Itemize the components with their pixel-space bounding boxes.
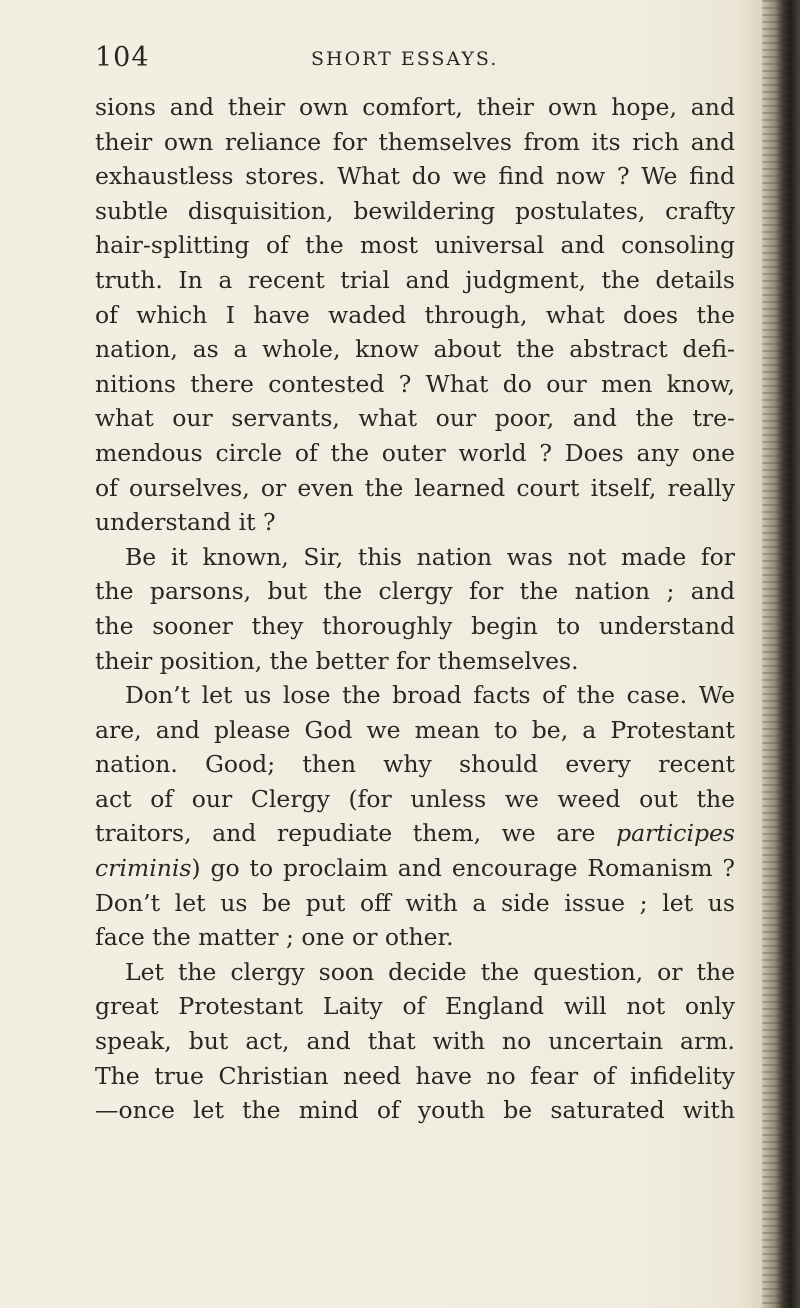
- essay-body: [95, 90, 735, 1128]
- text-line: nation. Good; then why should every recent: [95, 750, 735, 779]
- text-line: the sooner they thoroughly begin to understand: [95, 611, 735, 640]
- text-line-with-italic: [95, 816, 735, 851]
- page-number: 104: [95, 42, 150, 73]
- text-line: Let the clergy soon decide the question, or the: [125, 957, 735, 986]
- text-line: sions and their own comfort, their own hope, and: [95, 93, 735, 121]
- text-line: Don’t let us be put off with a side issue ; let us: [95, 888, 735, 917]
- text-line: Be it known, Sir, this nation was not made for: [125, 542, 735, 571]
- text-line: subtle disquisition, bewildering postulates, crafty: [95, 196, 735, 225]
- text-line-with-italic: [95, 851, 735, 886]
- text-line: truth. In a recent trial and judgment, the details: [95, 265, 735, 294]
- text-line: are, and please God we mean to be, a Protestant: [95, 715, 735, 744]
- text-line: nation, as a whole, know about the abstract defi-: [95, 335, 735, 364]
- text-line: great Protestant Laity of England will not only: [95, 992, 735, 1021]
- book-binding-edge: [762, 0, 800, 1308]
- text-line: their position, the better for themselves.: [95, 646, 579, 675]
- text-line: speak, but act, and that with no uncertain arm.: [95, 1027, 735, 1056]
- text-line: nitions there contested ? What do our men know,: [95, 369, 735, 398]
- text-line: what our servants, what our poor, and the tre-: [95, 404, 735, 433]
- text-line: their own reliance for themselves from its rich and: [95, 127, 735, 156]
- text-line: Don’t let us lose the broad facts of the case. We: [125, 681, 735, 710]
- text-segment: ) go to proclaim and encourage Romanism ?: [191, 854, 735, 883]
- text-line: —once let the mind of youth be saturated with: [95, 1096, 735, 1125]
- text-line: exhaustless stores. What do we find now ? We find: [95, 162, 735, 191]
- text-line: of ourselves, or even the learned court itself, really: [95, 473, 735, 502]
- text-line: act of our Clergy (for unless we weed out the: [95, 784, 735, 813]
- text-line: face the matter ; one or other.: [95, 923, 454, 952]
- text-segment: traitors, and repudiate them, we are: [95, 819, 596, 848]
- italic-phrase: criminis: [95, 854, 192, 883]
- text-line: of which I have waded through, what does the: [95, 300, 735, 329]
- text-line: the parsons, but the clergy for the nation ; and: [95, 577, 735, 606]
- text-line: The true Christian need have no fear of infidelity: [95, 1061, 735, 1090]
- text-line: hair-splitting of the most universal and consoling: [95, 231, 735, 260]
- text-line: mendous circle of the outer world ? Does any one: [95, 438, 735, 467]
- italic-phrase: participes: [616, 819, 735, 848]
- running-head: SHORT ESSAYS.: [311, 48, 499, 70]
- page-header: [95, 42, 735, 82]
- text-line: understand it ?: [95, 508, 276, 537]
